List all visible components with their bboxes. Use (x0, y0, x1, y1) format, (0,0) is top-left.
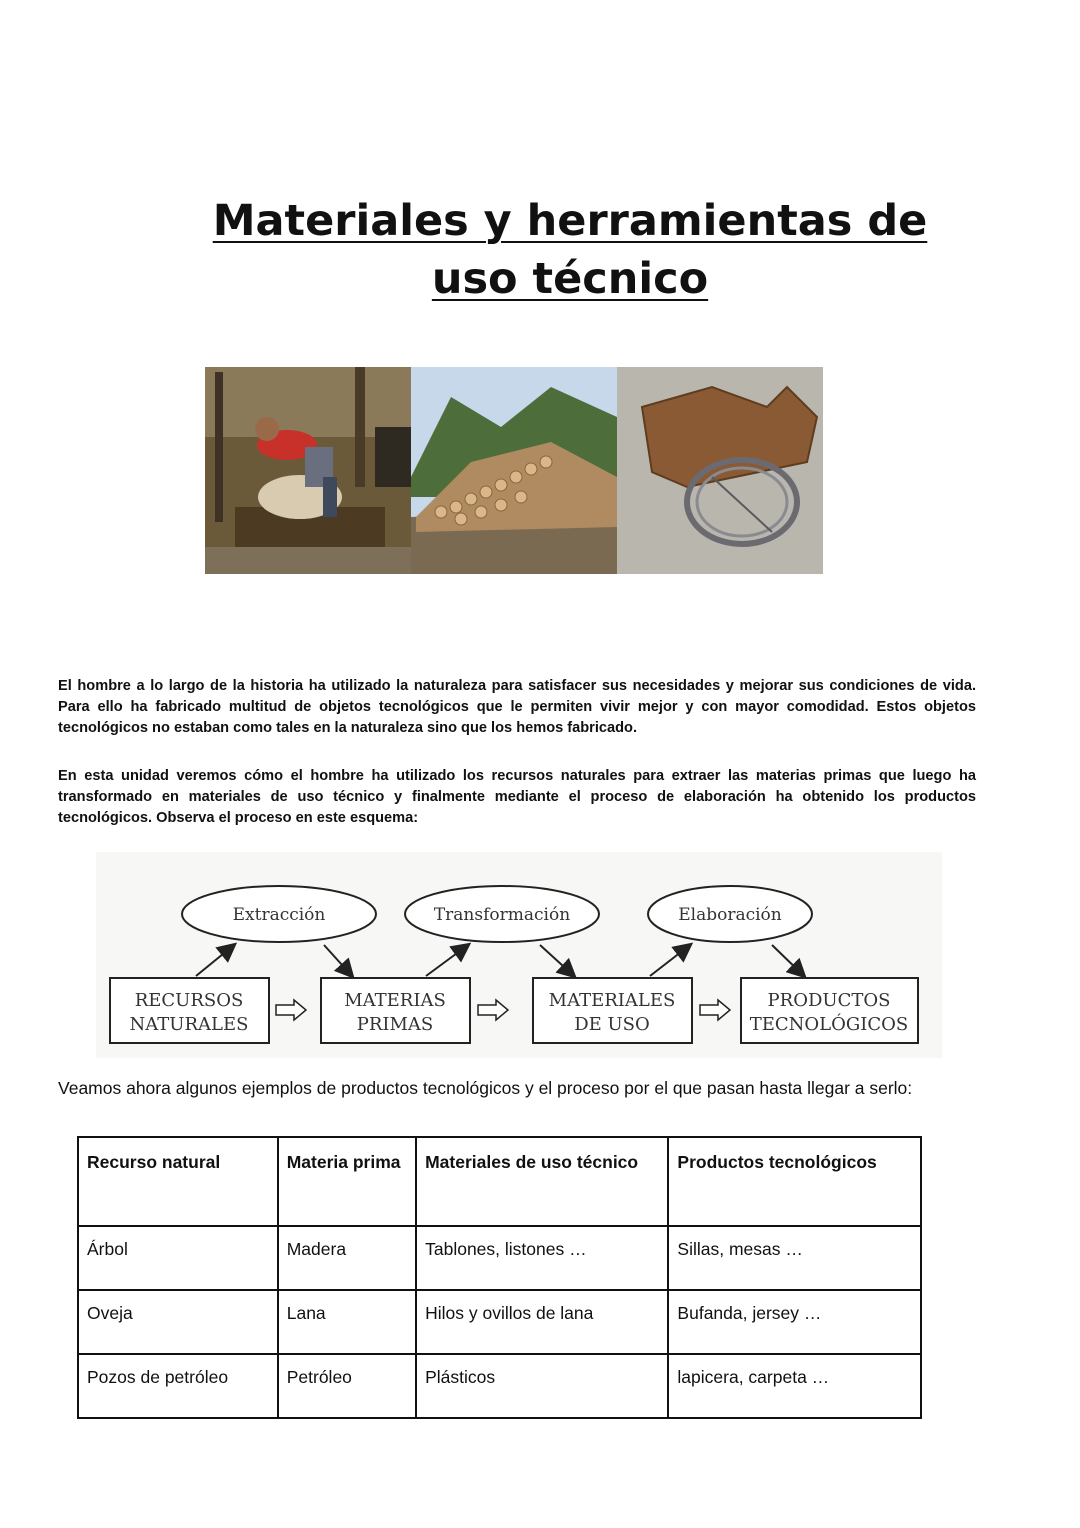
table-cell: Bufanda, jersey … (668, 1290, 921, 1354)
title-line-2: uso técnico (431, 254, 709, 304)
sheep-shearing-photo (205, 367, 411, 574)
table-row (78, 1290, 921, 1354)
stage-label: MATERIAS (344, 990, 446, 1011)
stage-label: NATURALES (129, 1014, 249, 1035)
log-pile-photo (411, 367, 617, 574)
table-cell: Tablones, listones … (416, 1226, 668, 1290)
photo-strip (205, 367, 823, 574)
page-title (0, 192, 1080, 308)
table-cell: Oveja (78, 1290, 278, 1354)
process-elaboracion (648, 886, 812, 942)
stage-label: DE USO (574, 1014, 650, 1035)
table-cell: Lana (278, 1290, 416, 1354)
stage-label: PRODUCTOS (767, 990, 891, 1011)
table-cell: Plásticos (416, 1354, 668, 1418)
unit-paragraph: En esta unidad veremos cómo el hombre ha utilizado los recursos naturales para extraer las materias primas que luego ha transformado en materiales de uso técnico y finalmente mediante el proceso de elaboración ha obtenido los productos tecnológicos. Observa el proceso en este esquema: (58, 768, 976, 826)
table-cell: Árbol (78, 1226, 278, 1290)
process-diagram (96, 852, 942, 1058)
table-cell: Pozos de petróleo (78, 1354, 278, 1418)
stage-materiales-de-uso (533, 978, 692, 1043)
table-cell: lapicera, carpeta … (668, 1354, 921, 1418)
stage-label: TECNOLÓGICOS (749, 1014, 909, 1035)
table-row (78, 1354, 921, 1418)
stage-materias-primas (321, 978, 470, 1043)
examples-intro: Veamos ahora algunos ejemplos de productos tecnológicos y el proceso por el que pasan hasta llegar a serlo: (58, 1078, 913, 1098)
stage-label: PRIMAS (356, 1014, 434, 1035)
table-cell: Sillas, mesas … (668, 1226, 921, 1290)
column-header: Productos tecnológicos (668, 1137, 921, 1226)
stage-recursos-naturales (110, 978, 269, 1043)
process-label: Transformación (433, 905, 571, 925)
table-cell: Petróleo (278, 1354, 416, 1418)
table-row (78, 1226, 921, 1290)
process-label: Extracción (232, 905, 326, 925)
column-header: Materia prima (278, 1137, 416, 1226)
column-header: Materiales de uso técnico (416, 1137, 668, 1226)
intro-paragraph: El hombre a lo largo de la historia ha utilizado la naturaleza para satisfacer sus necesidades y mejorar sus condiciones de vida. Para ello ha fabricado multitud de objetos tecnológicos que le permiten vivir mejor y con mayor comodidad. Estos objetos tecnológicos no estaban como tales en la naturaleza sino que los hemos fabricado. (58, 678, 976, 736)
title-line-1: Materiales y herramientas de (212, 196, 928, 246)
column-header: Recurso natural (78, 1137, 278, 1226)
wood-board-and-wire-photo (617, 367, 823, 574)
stage-productos-tecnologicos (741, 978, 918, 1043)
stage-label: MATERIALES (548, 990, 676, 1011)
table-cell: Madera (278, 1226, 416, 1290)
stage-label: RECURSOS (134, 990, 244, 1011)
process-label: Elaboración (678, 905, 782, 925)
process-transformacion (405, 886, 599, 942)
examples-table (77, 1136, 922, 1419)
table-header-row (78, 1137, 921, 1226)
table-cell: Hilos y ovillos de lana (416, 1290, 668, 1354)
process-extraccion (182, 886, 376, 942)
